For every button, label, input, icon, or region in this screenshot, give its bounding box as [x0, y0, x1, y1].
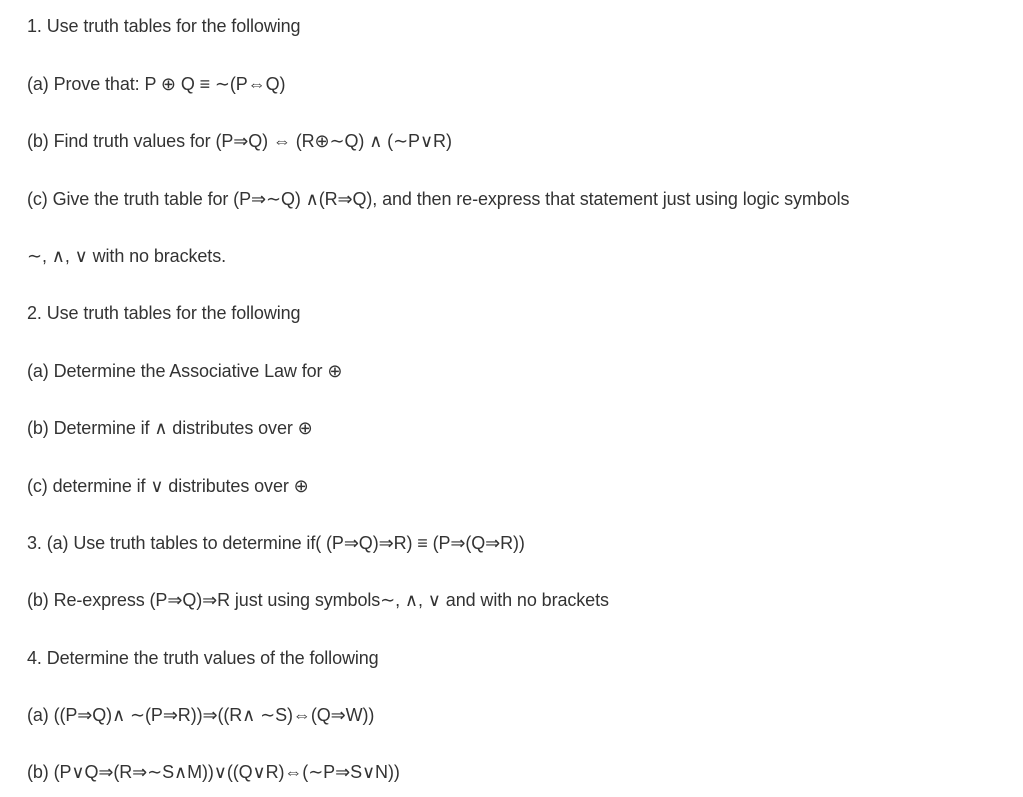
q3a-text: 3. (a) Use truth tables to determine if( (P⇒Q)⇒R) ≡ (P⇒(Q⇒R)) [27, 533, 525, 553]
q2a-text: (a) Determine the Associative Law for ⊕ [27, 361, 343, 381]
q2-heading: 2. Use truth tables for the following [27, 303, 301, 323]
q4-heading: 4. Determine the truth values of the following [27, 648, 379, 668]
q2c-text: (c) determine if ∨ distributes over ⊕ [27, 476, 309, 496]
q1-heading: 1. Use truth tables for the following [27, 16, 301, 36]
q3b-text: (b) Re-express (P⇒Q)⇒R just using symbols∼, ∧, ∨ and with no brackets [27, 590, 609, 610]
q1b-text: (b) Find truth values for (P⇒Q) ⇔ (R⊕∼Q) ∧ (∼P∨R) [27, 131, 452, 151]
q1a-text: (a) Prove that: P ⊕ Q ≡ ∼(P⇔Q) [27, 74, 286, 94]
q4b-text: (b) (P∨Q⇒(R⇒∼S∧M))∨((Q∨R)⇔(∼P⇒S∨N)) [27, 762, 400, 782]
q1c-continuation: ∼, ∧, ∨ with no brackets. [27, 246, 226, 266]
q2b-text: (b) Determine if ∧ distributes over ⊕ [27, 418, 313, 438]
q1c-text: (c) Give the truth table for (P⇒∼Q) ∧(R⇒Q), and then re-express that statement just using logic symbols [27, 189, 850, 209]
q4a-text: (a) ((P⇒Q)∧ ∼(P⇒R))⇒((R∧ ∼S)⇔(Q⇒W)) [27, 705, 375, 725]
